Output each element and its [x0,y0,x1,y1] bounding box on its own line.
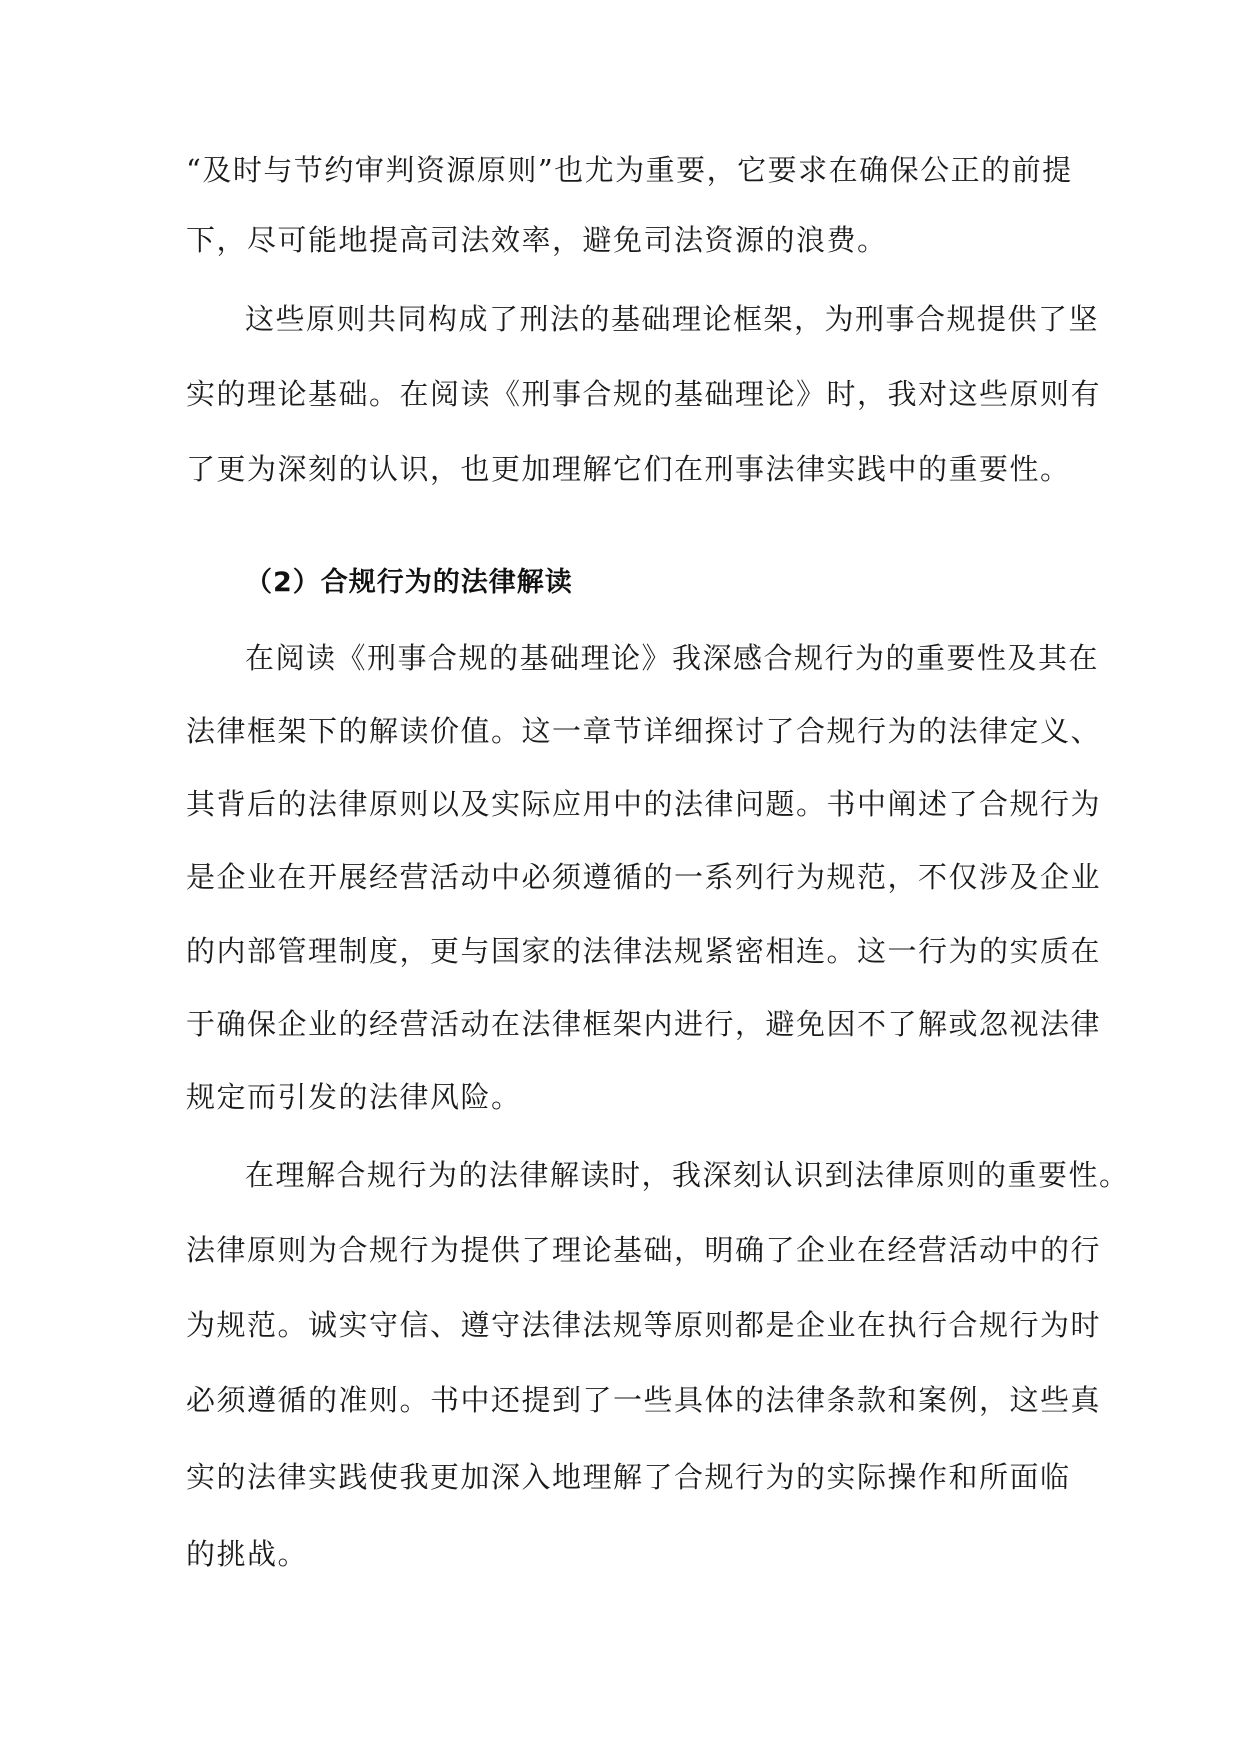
paragraph-3-line-1: 在阅读《刑事合规的基础理论》我深感合规行为的重要性及其在 [245,641,1100,675]
paragraph-2-line-1: 这些原则共同构成了刑法的基础理论框架，为刑事合规提供了坚 [245,302,1100,336]
paragraph-4-line-1: 在理解合规行为的法律解读时，我深刻认识到法律原则的重要性。 [245,1158,1130,1192]
paragraph-3-line-5: 的内部管理制度，更与国家的法律法规紧密相连。这一行为的实质在 [186,934,1102,968]
paragraph-4-line-5: 实的法律实践使我更加深入地理解了合规行为的实际操作和所面临 [186,1460,1071,1494]
paragraph-1-line-2: 下，尽可能地提高司法效率，避免司法资源的浪费。 [186,223,888,257]
paragraph-3-line-7: 规定而引发的法律风险。 [186,1080,522,1114]
section-heading: （2）合规行为的法律解读 [245,567,573,598]
paragraph-3-line-3: 其背后的法律原则以及实际应用中的法律问题。书中阐述了合规行为 [186,787,1102,821]
paragraph-4-line-2: 法律原则为合规行为提供了理论基础，明确了企业在经营活动中的行 [186,1233,1102,1267]
paragraph-4-line-6: 的挑战。 [186,1537,309,1571]
paragraph-3-line-2: 法律框架下的解读价值。这一章节详细探讨了合规行为的法律定义、 [186,714,1102,748]
paragraph-3-line-6: 于确保企业的经营活动在法律框架内进行，避免因不了解或忽视法律 [186,1007,1102,1041]
paragraph-2-line-3: 了更为深刻的认识，也更加理解它们在刑事法律实践中的重要性。 [186,452,1071,486]
paragraph-2-line-2: 实的理论基础。在阅读《刑事合规的基础理论》时，我对这些原则有 [186,377,1102,411]
paragraph-4-line-4: 必须遵循的准则。书中还提到了一些具体的法律条款和案例，这些真 [186,1383,1102,1417]
paragraph-4-line-3: 为规范。诚实守信、遵守法律法规等原则都是企业在执行合规行为时 [186,1308,1102,1342]
paragraph-1-line-1: “及时与节约审判资源原则”也尤为重要，它要求在确保公正的前提 [186,153,1073,187]
paragraph-3-line-4: 是企业在开展经营活动中必须遵循的一系列行为规范，不仅涉及企业 [186,860,1102,894]
